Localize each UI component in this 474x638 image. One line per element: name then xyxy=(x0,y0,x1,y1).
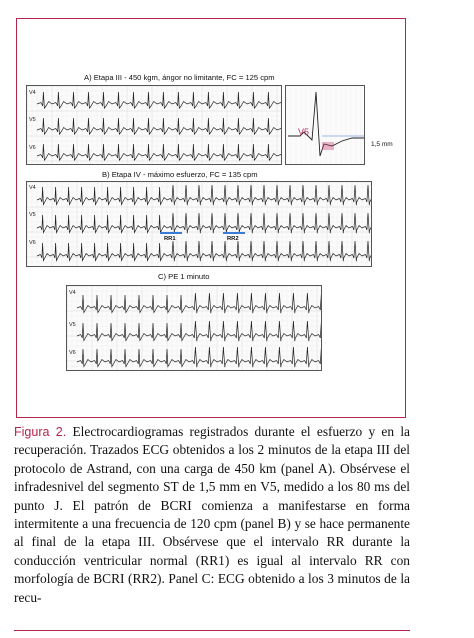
panel-a-ecg xyxy=(26,85,282,165)
panel-b-ecg xyxy=(26,181,372,267)
rr2-label: RR2 xyxy=(227,236,239,242)
panel-b-lead-v5: V5 xyxy=(29,212,36,218)
panel-a-lead-v4: V4 xyxy=(29,90,36,96)
ecg-trace-3 xyxy=(37,144,282,160)
bottom-rule xyxy=(14,630,410,631)
rr1-label: RR1 xyxy=(164,236,176,242)
st-depression-highlight xyxy=(322,142,334,150)
caption-text: Electrocardiogramas registrados durante el esfuerzo y en la recuperación. Trazados ECG obtenidos a los 2 minutos de la etapa III del protocolo de Astrand, con una carga de 450 km (panel A). Obsérvese el infradesnivel del segmento ST de 1,5 mm en V5, medido a los 80 ms del punto J. El patrón de BCRI comienza a manifestarse en forma intermitente a una frecuencia de 120 cpm (panel B) y se hace permanente al final de la etapa III. Obsérvese que el intervalo RR durante la conducción ventricular normal (RR1) es igual al intervalo RR con morfología de BCRI (RR2). Panel C: ECG obtenido a los 3 minutos de la recu- xyxy=(14,424,410,605)
rr2-marker xyxy=(223,232,245,234)
panel-a-traces xyxy=(27,86,282,165)
figure-caption xyxy=(14,423,410,607)
panel-b-traces xyxy=(27,182,372,267)
rr1-marker xyxy=(160,232,182,234)
zoom-measure: 1,5 mm xyxy=(371,141,393,148)
panel-c-ecg xyxy=(66,285,322,371)
panel-a-lead-v6: V6 xyxy=(29,145,36,151)
panel-a-lead-v5: V5 xyxy=(29,117,36,123)
zoom-trace xyxy=(286,86,365,165)
panel-b-title: B) Etapa IV - máximo esfuerzo, FC = 135 cpm xyxy=(102,170,258,179)
zoom-lead-label: V5 xyxy=(298,127,310,137)
panel-c-traces xyxy=(67,286,322,371)
panel-c-lead-v5: V5 xyxy=(69,322,76,328)
panel-b-lead-v6: V6 xyxy=(29,240,36,246)
panel-c-lead-v6: V6 xyxy=(69,350,76,356)
panel-a-zoom-inset xyxy=(285,85,365,165)
panel-c-title: C) PE 1 minuto xyxy=(158,272,210,281)
panel-b-lead-v4: V4 xyxy=(29,185,36,191)
ecg-trace-3 xyxy=(77,347,322,367)
panel-a-title: A) Etapa III - 450 kgm, ángor no limitante, FC = 125 cpm xyxy=(84,73,275,82)
caption-label: Figura 2. xyxy=(14,425,67,439)
panel-c-lead-v4: V4 xyxy=(69,290,76,296)
